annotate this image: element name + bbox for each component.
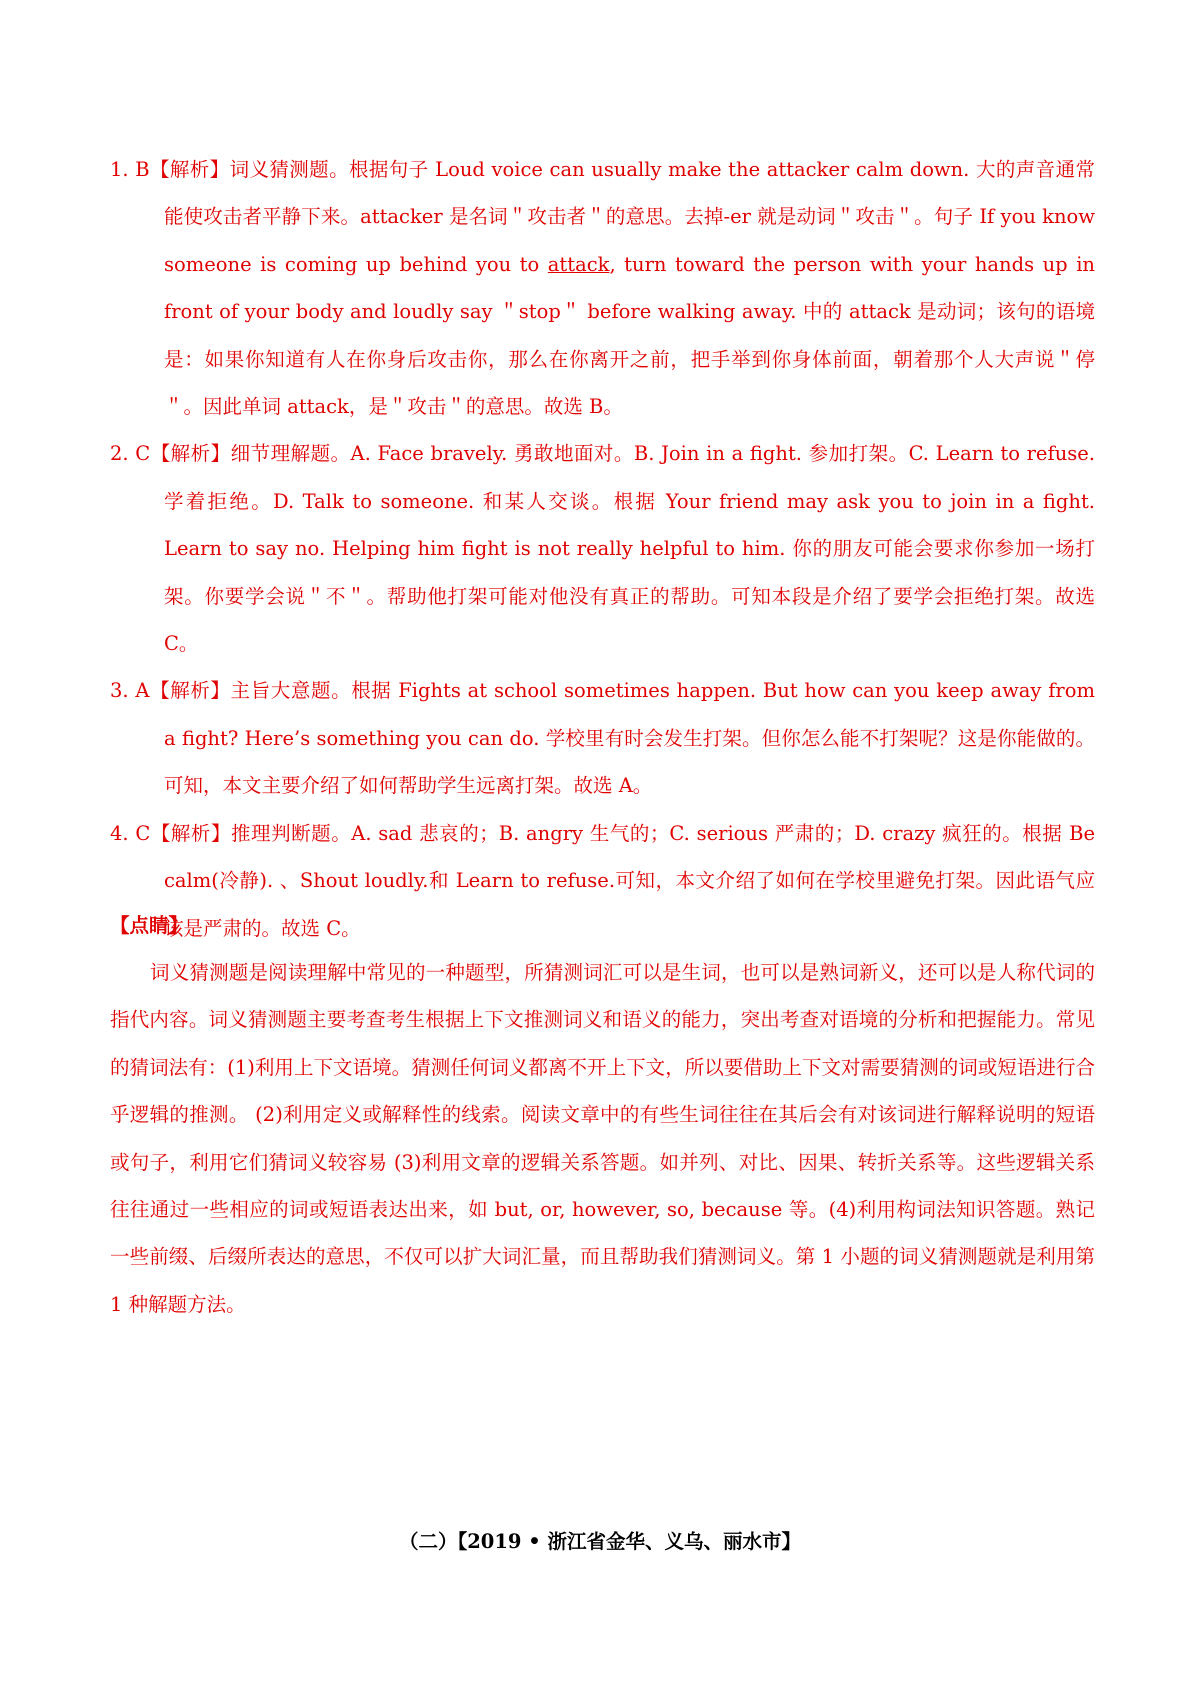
answer-3-text: 主旨大意题。根据 Fights at school sometimes happen. But how can you keep away from a fight? Here’s something you can do. 学校里有时会发生打架。但你怎么能不打架呢？这是你能做的。可知，本文主要介绍了如何帮助学生远离打架。故选 A。 (164, 679, 1095, 798)
answer-1-underlined-word: attack (547, 252, 610, 276)
answer-1-number: 1. B (110, 158, 150, 181)
answer-2-tag: 【解析】 (150, 442, 231, 466)
answer-1 (110, 146, 1095, 430)
answer-4 (110, 810, 1095, 952)
answer-2-number: 2. C (110, 442, 151, 466)
tip-body: 词义猜测题是阅读理解中常见的一种题型，所猜测词汇可以是生词，也可以是熟词新义，还可以是人称代词的指代内容。词义猜测题主要考查考生根据上下文推测词义和语义的能力，突出考查对语境的分析和把握能力。常见的猜词法有：(1)利用上下文语境。猜测任何词义都离不开上下文，所以要借助上下文对需要猜测的词或短语进行合乎逻辑的推测。 (2)利用定义或解释性的线索。阅读文章中的有些生词往往在其后会有对该词进行解释说明的短语或句子，利用它们猜词义较容易 (3)利用文章的逻辑关系答题。如并列、对比、因果、转折关系等。这些逻辑关系往往通过一些相应的词或短语表达出来，如 but, or, however, so, because 等。(4)利用构词法知识答题。熟记一些前缀、后缀所表达的意思，不仅可以扩大词汇量，而且帮助我们猜测词义。第 1 小题的词义猜测题就是利用第 1 种解题方法。 (110, 961, 1095, 1316)
answer-2-text: 细节理解题。A. Face bravely. 勇敢地面对。B. Join in a fight. 参加打架。C. Learn to refuse. 学着拒绝。D. Talk to someone. 和某人交谈。根据 Your friend may ask you to join in a fight. Learn to say no. Helping him fight is not really helpful to him. 你的朋友可能会要求你参加一场打架。你要学会说＂不＂。帮助他打架可能对他没有真正的帮助。可知本段是介绍了要学会拒绝打架。故选 C。 (164, 442, 1095, 656)
tip-heading: 【点睛】 (110, 914, 189, 937)
answer-1-tag: 【解析】 (149, 158, 230, 181)
answer-explanations (110, 146, 1095, 952)
answer-1-text-b: , turn toward the person with your hands up in front of your body and loudly say ＂stop＂ before walking away. 中的 attack 是动词；该句的语境是：如果你知道有人在你身后攻击你，那么在你离开之前，把手举到你身体前面，朝着那个人大声说＂停＂。因此单词 attack，是＂攻击＂的意思。故选 B。 (164, 252, 1095, 419)
answer-2 (110, 430, 1095, 667)
next-section-heading: （二）【2019 • 浙江省金华、义乌、丽水市】 (398, 1530, 802, 1553)
answer-3-number: 3. A (110, 679, 150, 703)
answer-4-text: 推理判断题。A. sad 悲哀的；B. angry 生气的；C. serious 严肃的；D. crazy 疯狂的。根据 Be calm(冷静). 、Shout loudly.和 Learn to refuse.可知，本文介绍了如何在学校里避免打架。因此语气应该是严肃的。故选 C。 (164, 821, 1095, 940)
answer-3 (110, 667, 1095, 809)
answer-4-number: 4. C (110, 821, 151, 845)
answer-4-tag: 【解析】 (150, 821, 231, 845)
answer-3-tag: 【解析】 (149, 679, 231, 703)
answer-1-text-a: 词义猜测题。根据句子 Loud voice can usually make the attacker calm down. 大的声音通常能使攻击者平静下来。attacker 是名词＂攻击者＂的意思。去掉-er 就是动词＂攻击＂。句子 If you know someone is coming up behind you to (164, 158, 1095, 276)
